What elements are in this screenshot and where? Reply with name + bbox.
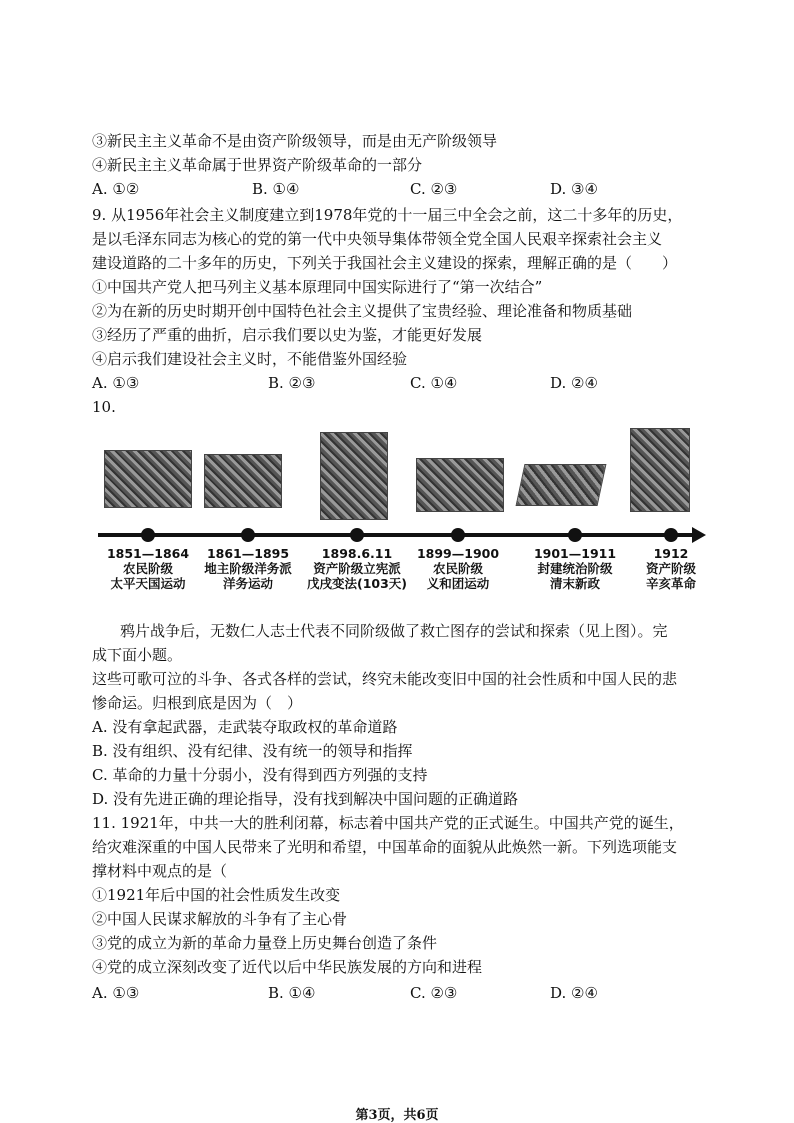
timeline-event: 洋务运动	[222, 576, 273, 591]
q9-option-b: B. ②③	[268, 374, 316, 392]
q10-stem-line-1: 这些可歌可泣的斗争、各式各样的尝试，终究未能改变旧中国的社会性质和中国人民的悲	[92, 670, 678, 688]
timeline-dot	[350, 528, 364, 542]
q10-intro-line-1: 鸦片战争后，无数仁人志士代表不同阶级做了救亡图存的尝试和探索（见上图）。完	[120, 622, 668, 640]
timeline-dot	[451, 528, 465, 542]
timeline-image-6	[630, 428, 690, 512]
q10-number: 10.	[92, 398, 116, 416]
q9-statement-3: ③经历了严重的曲折，启示我们要以史为鉴，才能更好发展	[92, 326, 483, 344]
q10-stem-line-2: 惨命运。归根到底是因为（ ）	[92, 694, 303, 712]
timeline-arrow	[692, 527, 706, 543]
q11-option-d: D. ②④	[550, 984, 598, 1002]
timeline-date: 1851—1864	[106, 546, 190, 561]
q9-option-a: A. ①③	[92, 374, 140, 392]
timeline-date: 1901—1911	[533, 546, 617, 561]
timeline-image-4	[416, 458, 504, 512]
q11-statement-4: ④党的成立深刻改变了近代以后中华民族发展的方向和进程	[92, 958, 483, 976]
timeline-axis	[98, 533, 694, 537]
timeline-event: 太平天国运动	[110, 576, 186, 591]
q8-option-a: A. ①②	[92, 180, 140, 198]
q9-stem-line-2: 是以毛泽东同志为核心的党的第一代中央领导集体带领全党全国人民艰辛探索社会主义	[92, 230, 663, 248]
q11-statement-3: ③党的成立为新的革命力量登上历史舞台创造了条件	[92, 934, 438, 952]
timeline-date: 1898.6.11	[321, 546, 393, 561]
timeline-class: 封建统治阶级	[537, 561, 613, 576]
q10-choice-c: C. 革命的力量十分弱小，没有得到西方列强的支持	[92, 766, 428, 784]
q9-stem-line-3: 建设道路的二十多年的历史，下列关于我国社会主义建设的探索，理解正确的是（ ）	[92, 254, 678, 272]
q8-option-d: D. ③④	[550, 180, 598, 198]
timeline-class: 农民阶级	[432, 561, 483, 576]
q9-statement-2: ②为在新的历史时期开创中国特色社会主义提供了宝贵经验、理论准备和物质基础	[92, 302, 633, 320]
timeline-label	[611, 546, 731, 591]
q11-statement-2: ②中国人民谋求解放的斗争有了主心骨	[92, 910, 348, 928]
timeline-date: 1861—1895	[206, 546, 290, 561]
timeline-class: 资产阶级立宪派	[313, 561, 401, 576]
q10-intro-line-2: 成下面小题。	[92, 646, 183, 664]
q11-statement-1: ①1921年后中国的社会性质发生改变	[92, 886, 341, 904]
q10-choice-b: B. 没有组织、没有纪律、没有统一的领导和指挥	[92, 742, 413, 760]
q9-option-d: D. ②④	[550, 374, 598, 392]
timeline-date: 1912	[653, 546, 689, 561]
timeline-event: 义和团运动	[426, 576, 490, 591]
q11-stem-line-1: 11. 1921年，中共一大的胜利闭幕，标志着中国共产党的正式诞生。中国共产党的诞生，	[92, 814, 684, 832]
timeline-image-3	[320, 432, 388, 520]
timeline-class: 资产阶级	[645, 561, 696, 576]
timeline-dot	[141, 528, 155, 542]
q8-statement-3: ③新民主主义革命不是由资产阶级领导，而是由无产阶级领导	[92, 132, 498, 150]
timeline-class: 农民阶级	[122, 561, 173, 576]
timeline-event: 清末新政	[549, 576, 600, 591]
timeline-class: 地主阶级洋务派	[204, 561, 292, 576]
q8-statement-4: ④新民主主义革命属于世界资产阶级革命的一部分	[92, 156, 423, 174]
q11-option-a: A. ①③	[92, 984, 140, 1002]
q8-option-b: B. ①④	[252, 180, 300, 198]
q9-option-c: C. ①④	[410, 374, 458, 392]
q11-stem-line-3: 撑材料中观点的是（	[92, 862, 228, 880]
timeline-dot	[664, 528, 678, 542]
timeline-date: 1899—1900	[416, 546, 500, 561]
q9-statement-4: ④启示我们建设社会主义时，不能借鉴外国经验	[92, 350, 408, 368]
timeline-dot	[568, 528, 582, 542]
q10-choice-d: D. 没有先进正确的理论指导，没有找到解决中国问题的正确道路	[92, 790, 519, 808]
timeline-label	[398, 546, 518, 591]
q11-option-c: C. ②③	[410, 984, 458, 1002]
q8-option-c: C. ②③	[410, 180, 458, 198]
timeline-image-1	[104, 450, 192, 508]
page-footer: 第3页，共6页	[355, 1108, 439, 1123]
timeline-dot	[241, 528, 255, 542]
timeline-label	[188, 546, 308, 591]
q9-statement-1: ①中国共产党人把马列主义基本原理同中国实际进行了“第一次结合”	[92, 278, 543, 296]
timeline-image-5	[516, 464, 607, 506]
timeline-image-2	[204, 454, 282, 508]
timeline-event: 辛亥革命	[645, 576, 696, 591]
history-timeline	[92, 420, 712, 600]
q10-choice-a: A. 没有拿起武器，走武装夺取政权的革命道路	[92, 718, 398, 736]
q9-stem-line-1: 9. 从1956年社会主义制度建立到1978年党的十一届三中全会之前，这二十多年的历史，	[92, 206, 683, 224]
timeline-event: 戊戌变法(103天)	[306, 576, 408, 591]
q11-option-b: B. ①④	[268, 984, 316, 1002]
q11-stem-line-2: 给灾难深重的中国人民带来了光明和希望，中国革命的面貌从此焕然一新。下列选项能支	[92, 838, 678, 856]
